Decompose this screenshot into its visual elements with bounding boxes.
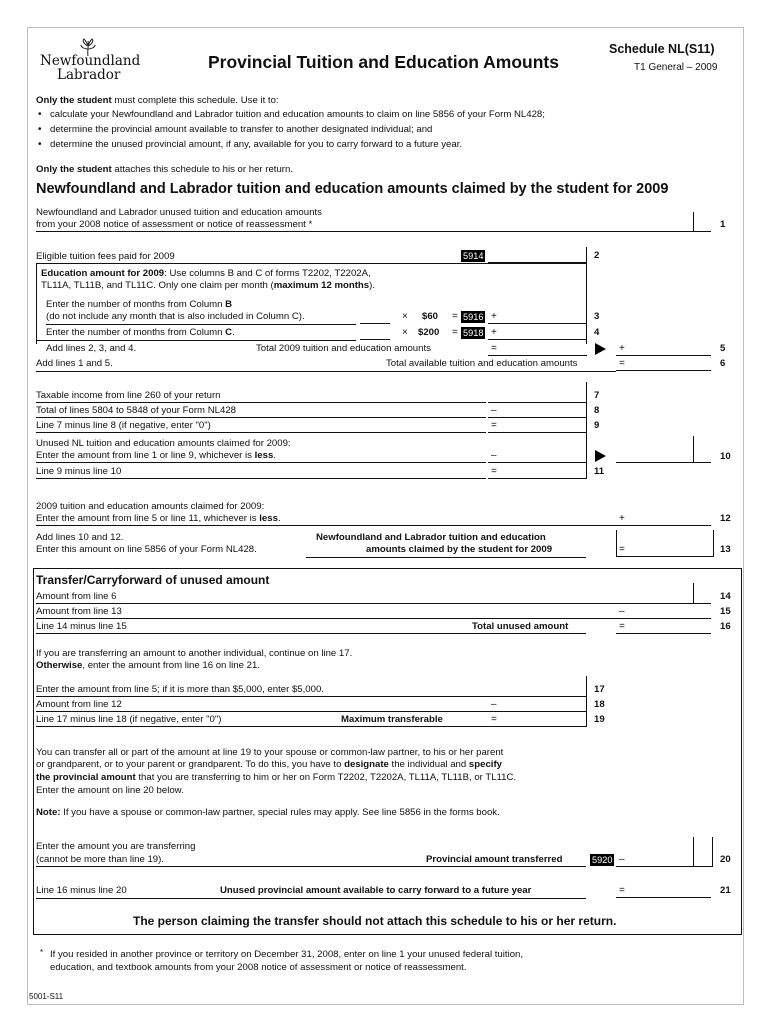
transfer-instruction-2: [36, 660, 260, 672]
transfer-instruction-1: If you are transferring an amount to another individual, continue on line 17.: [36, 648, 353, 659]
line-number-4: 4: [594, 327, 600, 338]
line20-amount-field[interactable]: [616, 837, 713, 867]
spouse-note: [36, 807, 500, 819]
line7-amount-field[interactable]: [488, 390, 587, 403]
t2-mid: the individual and: [388, 759, 469, 770]
line13-label-a: Add lines 10 and 12.: [36, 532, 124, 543]
line8-amount-field[interactable]: [488, 405, 587, 418]
equals-sign: =: [491, 343, 497, 354]
line21-label: Line 16 minus line 20: [36, 885, 127, 896]
line9-label: Line 7 minus line 8 (if negative, enter "0"): [36, 420, 211, 431]
line-number-9: 9: [594, 420, 600, 431]
line5-label: Add lines 2, 3, and 4.: [46, 343, 137, 354]
intro-bullet-1: calculate your Newfoundland and Labrador tuition and education amounts to claim on line 5856 of your Form NL428;: [50, 109, 545, 120]
line20-label-b: (cannot be more than line 19).: [36, 854, 164, 865]
leader-line: [36, 340, 356, 341]
line5-total-field[interactable]: [616, 343, 711, 356]
minus-sign: –: [619, 606, 625, 617]
line20-total-label: Provincial amount transferred: [426, 854, 563, 865]
cents-divider: [693, 436, 694, 463]
line-number-11: 11: [594, 466, 605, 477]
form-title: Provincial Tuition and Education Amounts: [208, 52, 559, 72]
transfer-text-2: [36, 759, 502, 771]
intro-bullet-2: determine the provincial amount available to transfer to another designated individual; and: [50, 124, 433, 135]
education-bold: Education amount for 2009: [41, 268, 165, 279]
line3-amount-field[interactable]: [488, 311, 587, 324]
line-number-5: 5: [720, 343, 726, 354]
bullet-icon: •: [38, 139, 42, 150]
line13-label-b: Enter this amount on line 5856 of your Form NL428.: [36, 544, 257, 555]
closing-statement: The person claiming the transfer should not attach this schedule to his or her return.: [133, 914, 617, 928]
line19-label: Line 17 minus line 18 (if negative, enter "0"): [36, 714, 222, 725]
line16-total-label: Total unused amount: [472, 621, 569, 632]
logo-line-2: Labrador: [57, 67, 121, 83]
otherwise-rest: , enter the amount from line 16 on line 21.: [82, 660, 260, 671]
form-id: 5001-S11: [29, 992, 64, 1001]
line20-label-a: Enter the amount you are transferring: [36, 841, 196, 852]
t2-bold1: designate: [344, 759, 389, 770]
line-number-17: 17: [594, 684, 605, 695]
footnote-line-1: If you resided in another province or territory on December 31, 2008, enter on line 1 your unused federal tuition,: [50, 949, 524, 960]
carry-arrow-icon: [595, 450, 606, 462]
t3-rest: that you are transferring to him or her on Form T2202, T2202A, TL11A, TL11B, or TL11C.: [135, 772, 517, 783]
logo-line-1: Newfoundland: [40, 53, 141, 69]
footnote-mark: *: [40, 948, 44, 957]
t3-bold: the provincial amount: [36, 772, 136, 783]
line-number-6: 6: [720, 358, 726, 369]
carry-arrow-icon: [595, 343, 606, 355]
line8-label: Total of lines 5804 to 5848 of your Form NL428: [36, 405, 236, 416]
line-number-14: 14: [720, 591, 731, 602]
leader-line: [36, 618, 616, 619]
t2-pre: or grandparent, or to your parent or grandparent. To do this, you have to: [36, 759, 345, 770]
line17-amount-field[interactable]: [488, 684, 587, 697]
line3-bold: B: [225, 299, 233, 310]
transfer-text-4: Enter the amount on line 20 below.: [36, 785, 184, 796]
line10-amount-field[interactable]: [488, 450, 587, 463]
sub-box-left: [36, 263, 37, 344]
line6-amount-field[interactable]: [616, 358, 711, 371]
line-number-7: 7: [594, 390, 600, 401]
line-number-10: 10: [720, 451, 731, 462]
line12-label-a: 2009 tuition and education amounts claimed for 2009:: [36, 501, 265, 512]
bullet-icon: •: [38, 124, 42, 135]
line18-amount-field[interactable]: [488, 699, 587, 712]
line10-bold: less: [254, 450, 274, 461]
line4-label: [46, 327, 235, 339]
line12-bold: less: [259, 513, 278, 524]
line13-total-label-1: Newfoundland and Labrador tuition and education: [316, 532, 546, 543]
attach-rest: attaches this schedule to his or her return.: [111, 164, 293, 175]
transfer-text-3: [36, 772, 516, 784]
leader-line: [36, 525, 616, 526]
line14-label: Amount from line 6: [36, 591, 117, 602]
plus-sign: +: [491, 311, 497, 322]
line21-total-label: Unused provincial amount available to carry forward to a future year: [220, 885, 532, 896]
leader-line: [36, 633, 586, 634]
leader-line: [36, 231, 616, 232]
line16-amount-field[interactable]: [616, 621, 711, 634]
line4-months-field[interactable]: [360, 327, 390, 340]
line3-label-b: (do not include any month that is also included in Column C).: [46, 311, 305, 322]
equals-sign: =: [619, 544, 625, 555]
leader-line: [36, 263, 586, 264]
line-number-15: 15: [720, 606, 731, 617]
line-number-8: 8: [594, 405, 600, 416]
column-divider: [586, 382, 587, 479]
transfer-text-1: You can transfer all or part of the amount at line 19 to your spouse or common-law partner, to his or her parent: [36, 747, 504, 758]
line13-amount-field[interactable]: [616, 530, 714, 557]
edu2-bold: maximum 12 months: [273, 280, 370, 291]
attach-bold: Only the student: [36, 164, 112, 175]
leader-line: [36, 898, 586, 899]
line10-pre: Enter the amount from line 1 or line 9, whichever is: [36, 450, 255, 461]
leader-line: [36, 402, 486, 403]
plus-sign: +: [619, 513, 625, 524]
bullet-icon: •: [38, 109, 42, 120]
equals-sign: =: [491, 466, 497, 477]
line1-label-a: Newfoundland and Labrador unused tuition and education amounts: [36, 207, 322, 218]
line4-post: .: [232, 327, 235, 338]
line7-label: Taxable income from line 260 of your return: [36, 390, 221, 401]
line-number-12: 12: [720, 513, 731, 524]
line-number-13: 13: [720, 544, 731, 555]
line13-total-label-2: amounts claimed by the student for 2009: [366, 544, 553, 555]
education-amount-text-2: [41, 280, 375, 292]
line-number-2: 2: [594, 250, 600, 261]
line1-amount-field[interactable]: [616, 212, 711, 232]
minus-sign: –: [491, 450, 497, 461]
code-5918: 5918: [463, 328, 484, 338]
line12-label-b: [36, 513, 281, 525]
intro-text: [36, 95, 279, 107]
plus-sign: +: [491, 327, 497, 338]
multiply-sign: ×: [402, 327, 408, 338]
line5-total-label: Total 2009 tuition and education amounts: [256, 343, 431, 354]
line10-label-b: [36, 450, 276, 462]
line4-rate: $200: [418, 327, 440, 338]
footnote-line-2: education, and textbook amounts from your 2008 notice of assessment or notice of reassessment.: [50, 962, 467, 973]
leader-line: [36, 462, 486, 463]
line2-amount-field[interactable]: [488, 250, 587, 263]
cents-divider: [693, 837, 694, 867]
line11-amount-field[interactable]: [488, 466, 587, 479]
intro-bold: Only the student: [36, 95, 112, 106]
column-divider: [586, 676, 587, 727]
equals-sign: =: [452, 311, 458, 322]
equals-sign: =: [619, 885, 625, 896]
line-number-1: 1: [720, 219, 726, 230]
leader-line: [36, 603, 616, 604]
attach-note: [36, 164, 293, 176]
line15-amount-field[interactable]: [616, 606, 711, 619]
education-rest: : Use columns B and C of forms T2202, T2202A,: [164, 268, 371, 279]
section2-title: Transfer/Carryforward of unused amount: [36, 573, 270, 587]
line17-label: Enter the amount from line 5; if it is more than $5,000, enter $5,000.: [36, 684, 324, 695]
equals-sign: =: [491, 420, 497, 431]
note-rest: If you have a spouse or common-law partner, special rules may apply. See line 5856 in the forms book.: [60, 807, 500, 818]
leader-line: [36, 866, 586, 867]
line12-pre: Enter the amount from line 5 or line 11, whichever is: [36, 513, 260, 524]
equals-sign: =: [619, 358, 625, 369]
line19-total-label: Maximum transferable: [341, 714, 443, 725]
line15-label: Amount from line 13: [36, 606, 122, 617]
line10-post: .: [273, 450, 276, 461]
line14-amount-field[interactable]: [616, 591, 711, 604]
line-number-16: 16: [720, 621, 731, 632]
edu2-pre: TL11A, TL11B, and TL11C. Only one claim per month (: [41, 280, 274, 291]
code-5916: 5916: [463, 312, 484, 322]
section1-title: Newfoundland and Labrador tuition and education amounts claimed by the student for 2009: [36, 181, 669, 197]
intro-bullet-3: determine the unused provincial amount, if any, available for you to carry forward to a future year.: [50, 139, 463, 150]
minus-sign: –: [491, 405, 497, 416]
multiply-sign: ×: [402, 311, 408, 322]
line18-label: Amount from line 12: [36, 699, 122, 710]
line9-amount-field[interactable]: [488, 420, 587, 433]
line6-label: Add lines 1 and 5.: [36, 358, 113, 369]
t2-bold2: specify: [468, 759, 502, 770]
leader-line: [36, 371, 616, 372]
line3-label-a: [46, 299, 232, 311]
edu2-post: ).: [369, 280, 375, 291]
line3-pre: Enter the number of months from Column: [46, 299, 226, 310]
code-5920: 5920: [592, 855, 613, 865]
line2-label: Eligible tuition fees paid for 2009: [36, 251, 175, 262]
leader-line: [36, 432, 486, 433]
line4-amount-field[interactable]: [488, 327, 587, 340]
cents-divider: [693, 583, 694, 604]
leader-line: [36, 478, 486, 479]
code-5914: 5914: [463, 251, 484, 261]
line1-label-b: from your 2008 notice of assessment or notice of reassessment *: [36, 219, 313, 230]
line19-amount-field[interactable]: [488, 714, 587, 727]
line10-label-a: Unused NL tuition and education amounts claimed for 2009:: [36, 438, 291, 449]
line-number-21: 21: [720, 885, 731, 896]
form-subtitle: T1 General – 2009: [634, 62, 718, 73]
line-number-3: 3: [594, 311, 600, 322]
leader-line: [306, 557, 586, 558]
intro-rest: must complete this schedule. Use it to:: [111, 95, 279, 106]
minus-sign: –: [619, 854, 625, 865]
line5-amount-field[interactable]: [488, 343, 587, 356]
leader-line: [36, 417, 486, 418]
line-number-20: 20: [720, 854, 731, 865]
line4-bold: C: [225, 327, 233, 338]
schedule-id: Schedule NL(S11): [609, 42, 715, 56]
equals-sign: =: [491, 714, 497, 725]
line3-rate: $60: [422, 311, 439, 322]
line21-amount-field[interactable]: [616, 885, 711, 898]
line4-pre: Enter the number of months from Column: [46, 327, 226, 338]
minus-sign: –: [491, 699, 497, 710]
line12-post: .: [277, 513, 281, 524]
equals-sign: =: [452, 327, 458, 338]
plus-sign: +: [619, 343, 625, 354]
line12-amount-field[interactable]: [616, 513, 711, 526]
otherwise-bold: Otherwise: [36, 660, 83, 671]
line11-label: Line 9 minus line 10: [36, 466, 122, 477]
note-bold: Note:: [36, 807, 61, 818]
line16-label: Line 14 minus line 15: [36, 621, 127, 632]
line6-total-label: Total available tuition and education amounts: [386, 358, 578, 369]
education-amount-text: [41, 268, 371, 280]
line10-total-field[interactable]: [616, 436, 711, 463]
line3-months-field[interactable]: [360, 311, 390, 324]
line-number-18: 18: [594, 699, 605, 710]
line-number-19: 19: [594, 714, 605, 725]
equals-sign: =: [619, 621, 625, 632]
cents-divider: [693, 212, 694, 232]
leader-line: [46, 324, 356, 325]
